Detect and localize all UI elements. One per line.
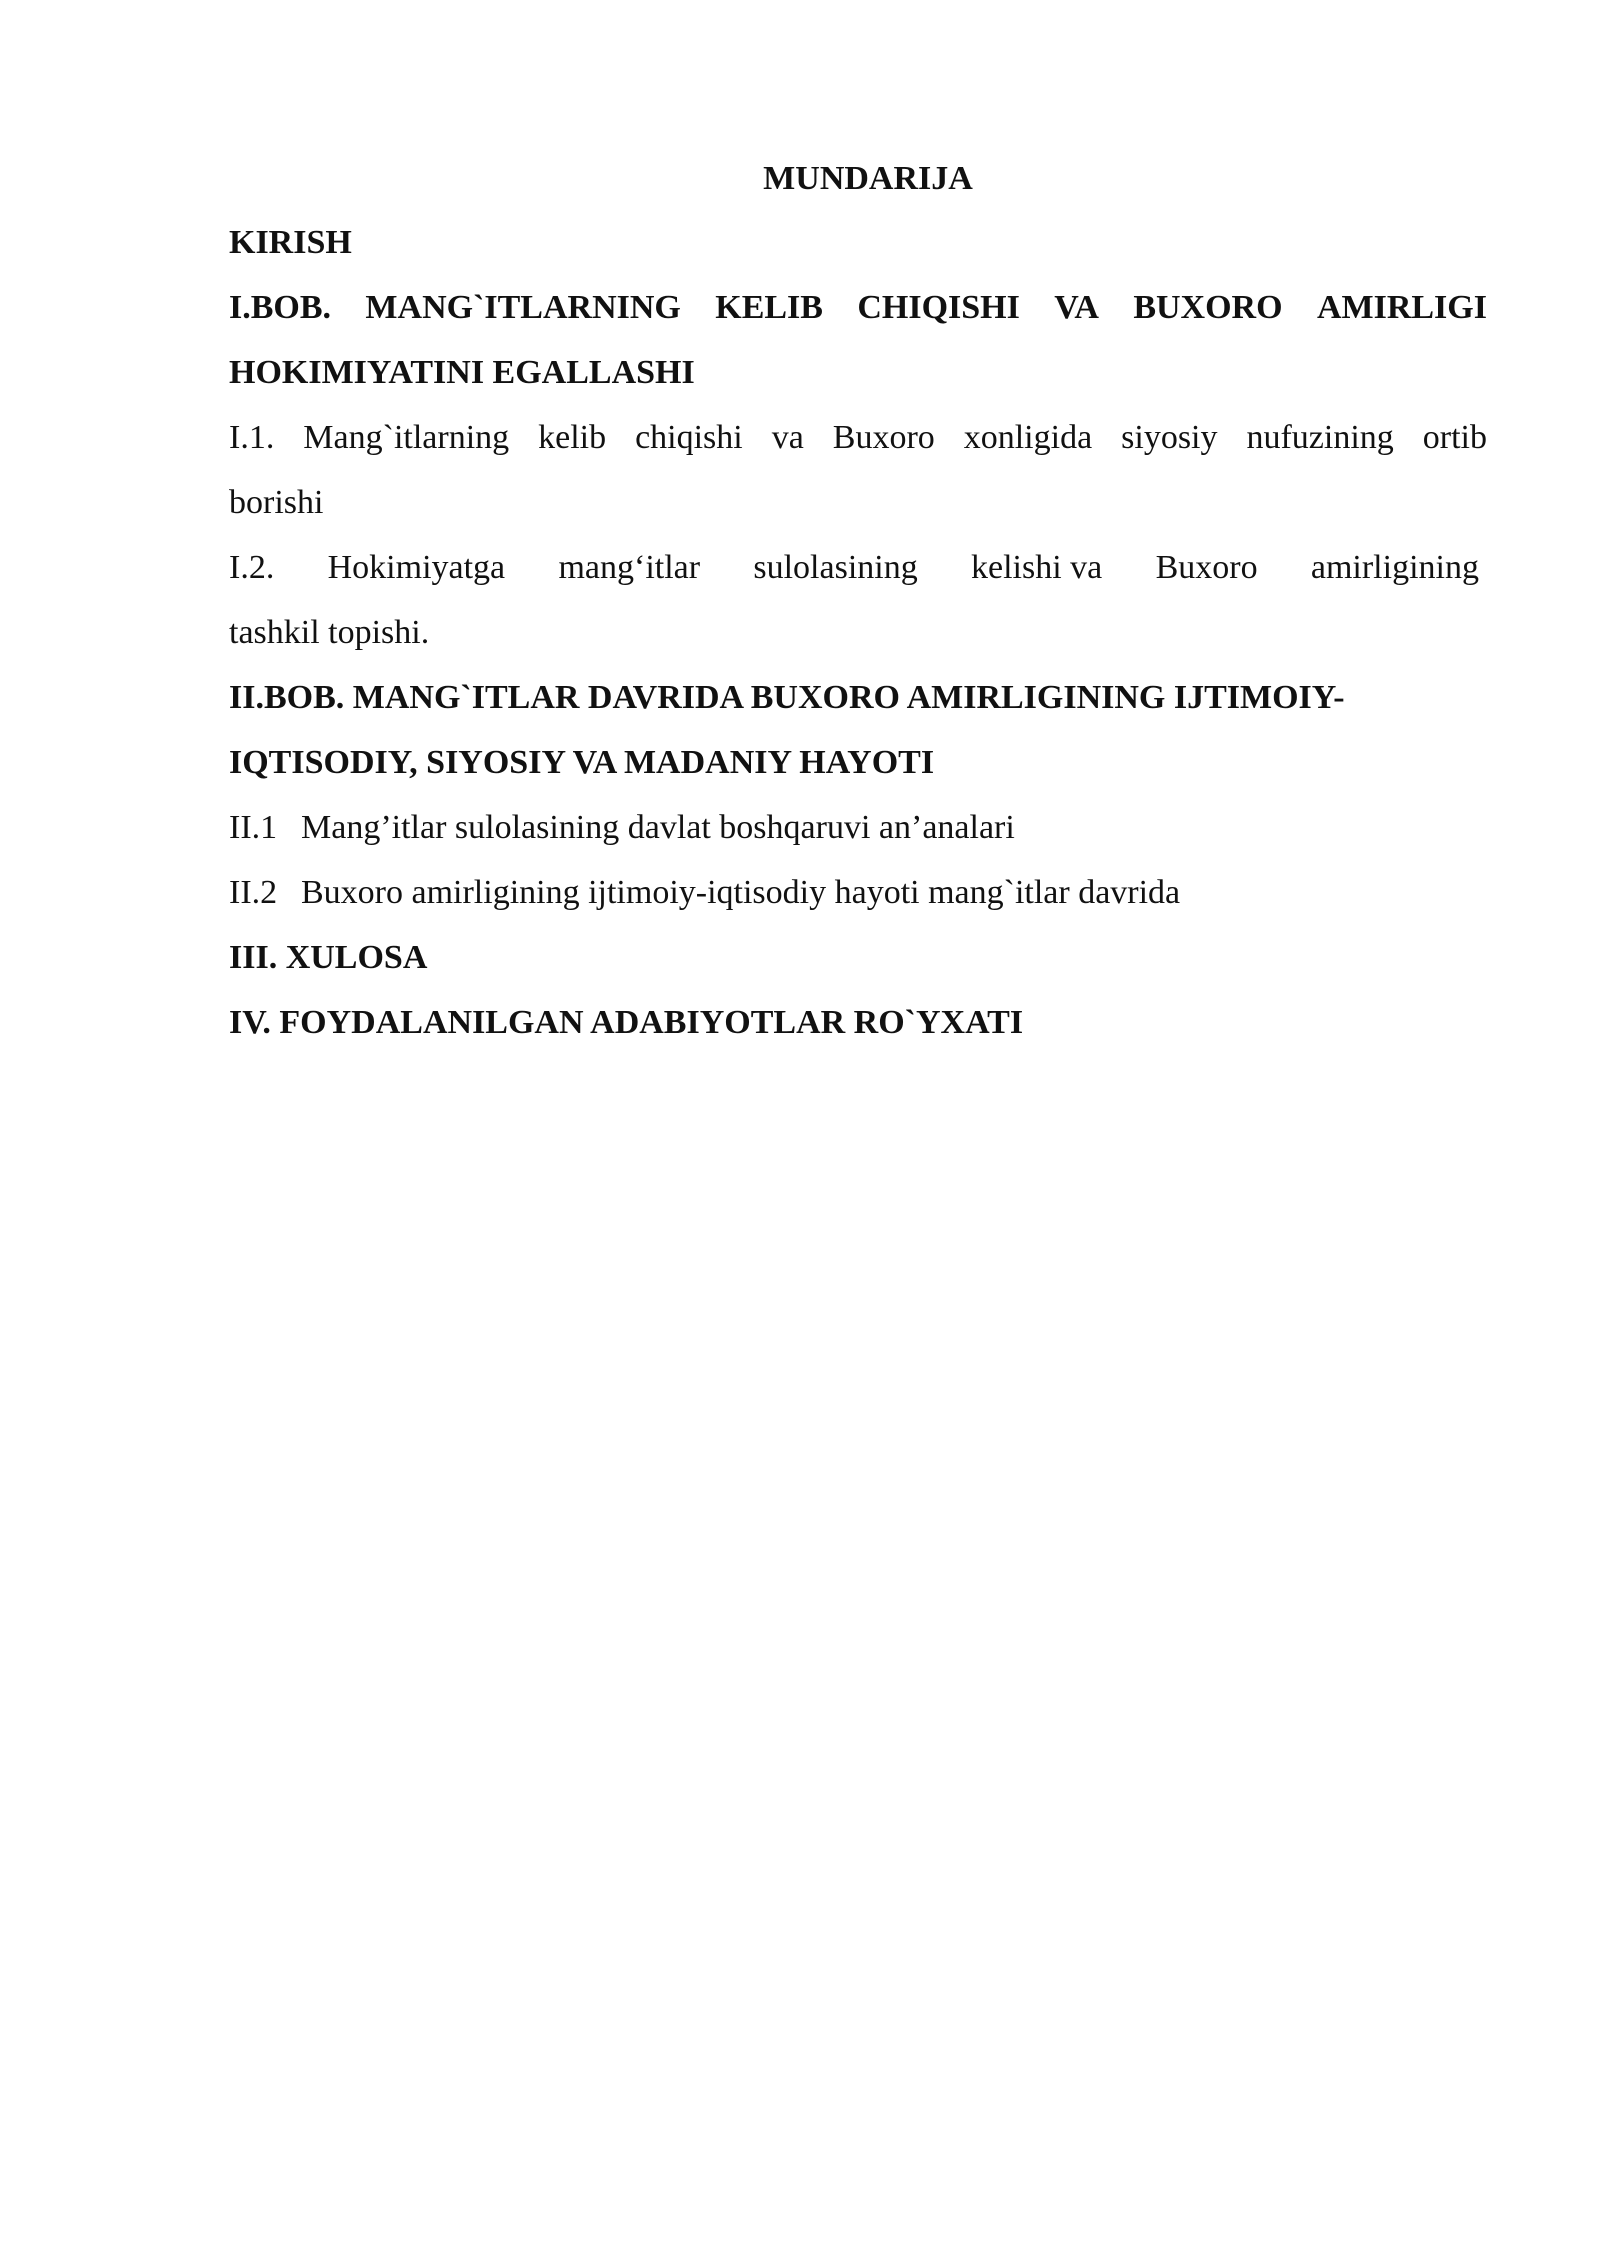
toc-entry-references: IV. FOYDALANILGAN ADABIYOTLAR RO`YXATI <box>229 1004 1024 1041</box>
section-number: II.2 <box>229 874 278 911</box>
toc-section-1-1-line-1 <box>229 405 1487 470</box>
toc-word: va <box>771 419 804 456</box>
toc-chapter-1-line-1 <box>229 275 1487 340</box>
toc-word: mang‘itlar <box>558 549 701 586</box>
toc-word: KELIB <box>715 289 823 326</box>
page-title: MUNDARIJA <box>763 160 973 197</box>
toc-word: kelib <box>538 419 607 456</box>
toc-word: MANG`ITLARNING <box>365 289 681 326</box>
toc-word: kelishi va <box>971 549 1103 586</box>
toc-word: ortib <box>1422 419 1487 456</box>
toc-word: amirligining <box>1310 549 1479 586</box>
toc-word: Buxoro <box>832 419 935 456</box>
toc-word: sulolasining <box>753 549 918 586</box>
toc-word: siyosiy <box>1121 419 1218 456</box>
toc-entry-conclusion: III. XULOSA <box>229 939 428 976</box>
toc-word: VA <box>1054 289 1099 326</box>
section-title: Buxoro amirligining ijtimoiy-iqtisodiy hayoti mang`itlar davrida <box>301 874 1181 911</box>
toc-entry-intro: KIRISH <box>229 224 352 261</box>
toc-word: BUXORO <box>1133 289 1283 326</box>
toc-section-1-2-line-1 <box>229 535 1479 600</box>
toc-word: Hokimiyatga <box>327 549 506 586</box>
toc-word: Mang`itlarning <box>303 419 510 456</box>
section-number: II.1 <box>229 809 278 846</box>
toc-word: chiqishi <box>635 419 743 456</box>
toc-word: AMIRLIGI <box>1316 289 1487 326</box>
section-title: Mang’itlar sulolasining davlat boshqaruvi an’analari <box>301 809 1015 846</box>
toc-word: I.BOB. <box>229 289 332 326</box>
toc-word: I.2. <box>229 549 275 586</box>
toc-word: CHIQISHI <box>857 289 1020 326</box>
toc-section-1-2-line-2: tashkil topishi. <box>229 614 430 651</box>
toc-word: nufuzining <box>1246 419 1394 456</box>
toc-word: I.1. <box>229 419 275 456</box>
toc-word: Buxoro <box>1155 549 1258 586</box>
toc-chapter-1-line-2: HOKIMIYATINI EGALLASHI <box>229 354 695 391</box>
toc-section-2-1 <box>229 795 1487 860</box>
toc-word: xonligida <box>963 419 1093 456</box>
table-of-contents <box>229 148 1487 1055</box>
toc-section-2-2 <box>229 860 1487 925</box>
toc-chapter-2-line-2: IQTISODIY, SIYOSIY VA MADANIY HAYOTI <box>229 744 935 781</box>
toc-chapter-2-line-1: II.BOB. MANG`ITLAR DAVRIDA BUXORO AMIRLIGINING IJTIMOIY- <box>229 679 1345 716</box>
toc-section-1-1-line-2: borishi <box>229 484 324 521</box>
